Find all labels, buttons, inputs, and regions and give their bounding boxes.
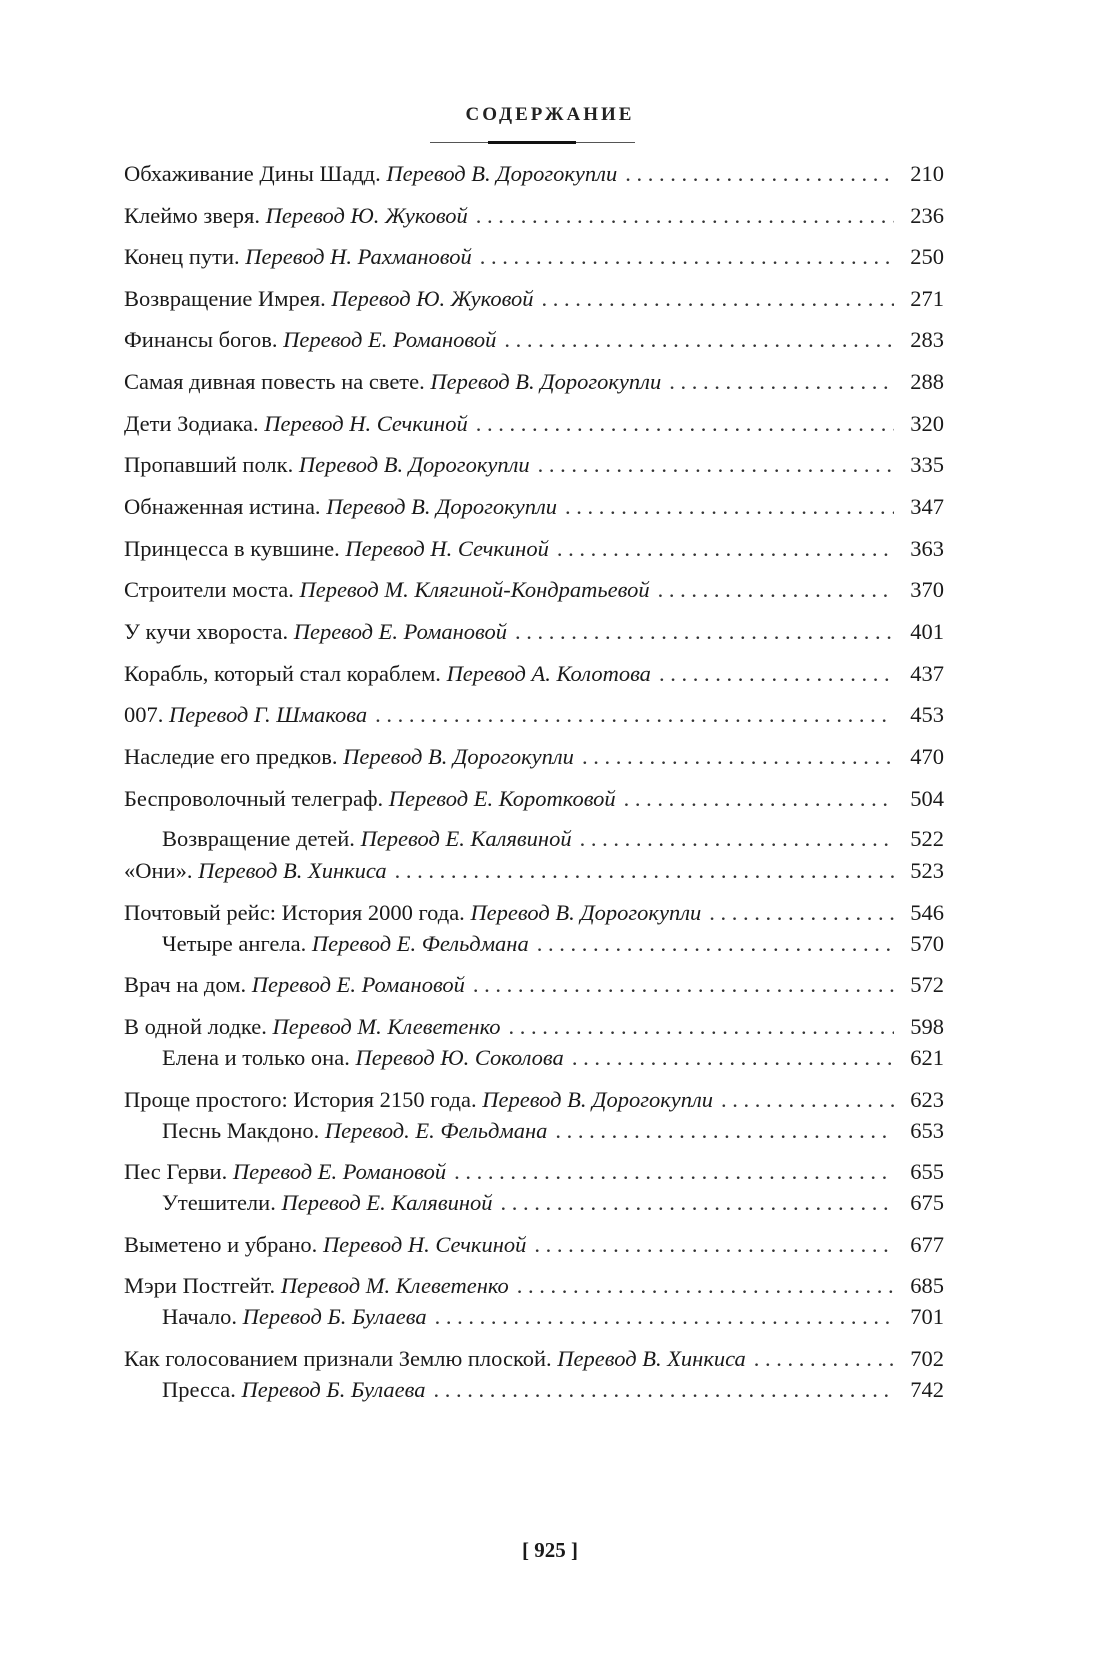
- page-number-ref: 621: [910, 1045, 944, 1070]
- toc-entry: [124, 407, 944, 441]
- story-title: Беспроволочный телеграф.: [124, 786, 384, 811]
- translator-credit: Перевод В. Дорогокупли: [326, 494, 557, 519]
- story-title: Врач на дом.: [124, 972, 247, 997]
- page-number-ref: 572: [910, 972, 944, 997]
- page-number-ref: 347: [910, 494, 944, 519]
- translator-credit: Перевод Н. Рахмановой: [245, 244, 472, 269]
- page-number-ref: 653: [910, 1118, 944, 1143]
- dot-leader: [454, 1155, 894, 1189]
- page-title: СОДЕРЖАНИЕ: [465, 104, 635, 125]
- toc-entry: [124, 157, 944, 191]
- translator-credit: Перевод В. Хинкиса: [557, 1346, 746, 1371]
- toc-entry: [124, 240, 944, 274]
- translator-credit: Перевод А. Колотова: [446, 661, 651, 686]
- toc-entry: [124, 199, 944, 233]
- translator-credit: Перевод Е. Романовой: [283, 327, 497, 352]
- story-title: Дети Зодиака.: [124, 411, 259, 436]
- page-number-ref: 523: [910, 858, 944, 883]
- page-number-ref: 363: [910, 536, 944, 561]
- page-number-ref: 504: [910, 786, 944, 811]
- toc-entry: [124, 573, 944, 607]
- page-number-ref: 742: [910, 1377, 944, 1402]
- dot-leader: [375, 698, 894, 732]
- story-title: Пропавший полк.: [124, 452, 294, 477]
- translator-credit: Перевод М. Клеветенко: [280, 1273, 509, 1298]
- dot-leader: [658, 573, 894, 607]
- translator-credit: Перевод В. Хинкиса: [198, 858, 387, 883]
- toc-entry: [124, 1342, 944, 1376]
- translator-credit: Перевод М. Клягиной-Кондратьевой: [299, 577, 650, 602]
- page-number-ref: 685: [910, 1273, 944, 1298]
- story-title: Корабль, который стал кораблем.: [124, 661, 441, 686]
- toc-entry-title: [124, 1300, 427, 1334]
- translator-credit: Перевод Ю. Жуковой: [265, 203, 468, 228]
- toc-entry-title: [124, 968, 465, 1002]
- dot-leader: [434, 1373, 894, 1407]
- translator-credit: Перевод. Е. Фельдмана: [324, 1118, 548, 1143]
- dot-leader: [572, 1041, 894, 1075]
- page-number-ref: 288: [910, 369, 944, 394]
- page-number-ref: 570: [910, 931, 944, 956]
- translator-credit: Перевод Б. Булаева: [241, 1377, 426, 1402]
- translator-credit: Перевод Б. Булаева: [242, 1304, 427, 1329]
- toc-entry-title: [124, 854, 387, 888]
- story-title: Проще простого: История 2150 года.: [124, 1087, 477, 1112]
- dot-leader: [721, 1083, 894, 1117]
- toc-entry: [124, 448, 944, 482]
- story-title: Пес Герви.: [124, 1159, 228, 1184]
- translator-credit: Перевод Н. Сечкиной: [322, 1232, 527, 1257]
- dot-leader: [709, 896, 894, 930]
- story-title: Мэри Постгейт.: [124, 1273, 276, 1298]
- story-title: Обхаживание Дины Шадд.: [124, 161, 381, 186]
- toc-entry: [124, 490, 944, 524]
- story-title: 007.: [124, 702, 164, 727]
- toc-entry: [124, 615, 944, 649]
- toc-entry-title: [124, 1373, 426, 1407]
- story-title: Почтовый рейс: История 2000 года.: [124, 900, 465, 925]
- translator-credit: Перевод В. Дорогокупли: [298, 452, 530, 477]
- page-number-ref: 677: [910, 1232, 944, 1257]
- translator-credit: Перевод В. Дорогокупли: [430, 369, 662, 394]
- dot-leader: [537, 927, 894, 961]
- toc-entry-title: [124, 782, 616, 816]
- translator-credit: Перевод В. Дорогокупли: [482, 1087, 714, 1112]
- toc-entry: [124, 1186, 944, 1220]
- story-title: В одной лодке.: [124, 1014, 267, 1039]
- page-number-ref: 283: [910, 327, 944, 352]
- dot-leader: [555, 1114, 894, 1148]
- dot-leader: [504, 323, 894, 357]
- dot-leader: [754, 1342, 894, 1376]
- translator-credit: Перевод В. Дорогокупли: [343, 744, 574, 769]
- toc-entry-title: [124, 1155, 446, 1189]
- translator-credit: Перевод В. Дорогокупли: [386, 161, 618, 186]
- dot-leader: [542, 282, 894, 316]
- translator-credit: Перевод Е. Романовой: [293, 619, 507, 644]
- toc-entry-title: [124, 1186, 493, 1220]
- page-number: [ 925 ]: [522, 1538, 578, 1562]
- dot-leader: [395, 854, 894, 888]
- page-number-ref: 401: [910, 619, 944, 644]
- translator-credit: Перевод Ю. Соколова: [355, 1045, 564, 1070]
- dot-leader: [509, 1010, 895, 1044]
- toc-entry-title: [124, 740, 574, 774]
- toc-entry-title: [124, 896, 701, 930]
- page-number-ref: 370: [910, 577, 944, 602]
- toc-entry-title: [124, 407, 468, 441]
- page-number-ref: 470: [910, 744, 944, 769]
- page-header: [0, 104, 1100, 126]
- page-number-ref: 437: [910, 661, 944, 686]
- toc-entry-title: [124, 532, 549, 566]
- dot-leader: [480, 240, 894, 274]
- toc-entry: [124, 1041, 944, 1075]
- toc-entry: [124, 927, 944, 961]
- toc-entry: [124, 822, 944, 856]
- page-number-ref: 655: [910, 1159, 944, 1184]
- translator-credit: Перевод Е. Романовой: [251, 972, 465, 997]
- toc-entry: [124, 282, 944, 316]
- story-title: Выметено и убрано.: [124, 1232, 318, 1257]
- dot-leader: [557, 532, 894, 566]
- story-title: Четыре ангела.: [162, 931, 307, 956]
- toc-entry: [124, 1010, 944, 1044]
- translator-credit: Перевод Е. Романовой: [232, 1159, 447, 1184]
- dot-leader: [538, 448, 894, 482]
- toc-entry-title: [124, 323, 496, 357]
- toc-entry-title: [124, 1114, 547, 1148]
- page-number-ref: 335: [910, 452, 944, 477]
- toc-entry-title: [124, 698, 367, 732]
- dot-leader: [515, 615, 894, 649]
- toc-entry: [124, 968, 944, 1002]
- page-number-ref: 598: [910, 1014, 944, 1039]
- dot-leader: [625, 157, 894, 191]
- toc-entry: [124, 323, 944, 357]
- story-title: Как голосованием признали Землю плоской.: [124, 1346, 552, 1371]
- toc-entry-title: [124, 157, 617, 191]
- translator-credit: Перевод Г. Шмакова: [169, 702, 368, 727]
- translator-credit: Перевод М. Клеветенко: [272, 1014, 501, 1039]
- translator-credit: Перевод Е. Фельдмана: [311, 931, 529, 956]
- toc-entry: [124, 657, 944, 691]
- story-title: Строители моста.: [124, 577, 294, 602]
- toc-entry-title: [124, 1041, 564, 1075]
- toc-entry-title: [124, 240, 472, 274]
- toc-entry-title: [124, 927, 529, 961]
- page-number-ref: 675: [910, 1190, 944, 1215]
- story-title: Возвращение Имрея.: [124, 286, 326, 311]
- toc-entry-title: [124, 1269, 509, 1303]
- page-number-ref: 236: [910, 203, 944, 228]
- dot-leader: [435, 1300, 894, 1334]
- dot-leader: [476, 407, 894, 441]
- toc-entry-title: [124, 1342, 746, 1376]
- toc-entry: [124, 532, 944, 566]
- toc-entry-title: [124, 615, 507, 649]
- story-title: Принцесса в кувшине.: [124, 536, 340, 561]
- translator-credit: Перевод Е. Коротковой: [388, 786, 616, 811]
- dot-leader: [473, 968, 894, 1002]
- toc-entry: [124, 1114, 944, 1148]
- translator-credit: Перевод Н. Сечкиной: [264, 411, 468, 436]
- page-number-ref: 546: [910, 900, 944, 925]
- toc-entry-title: [124, 573, 650, 607]
- page-number-ref: 271: [910, 286, 944, 311]
- page-number-ref: 320: [910, 411, 944, 436]
- toc-entry-title: [124, 657, 651, 691]
- story-title: Утешители.: [162, 1190, 276, 1215]
- toc-entry-title: [124, 1083, 713, 1117]
- dot-leader: [565, 490, 894, 524]
- toc-entry-title: [124, 365, 661, 399]
- toc-entry: [124, 854, 944, 888]
- story-title: Обнаженная истина.: [124, 494, 321, 519]
- page-number-ref: 701: [910, 1304, 944, 1329]
- toc-entry: [124, 896, 944, 930]
- page-number-ref: 250: [910, 244, 944, 269]
- toc-entry: [124, 782, 944, 816]
- story-title: Елена и только она.: [162, 1045, 350, 1070]
- toc-entry: [124, 1228, 944, 1262]
- toc-entry-title: [124, 1228, 526, 1262]
- translator-credit: Перевод Ю. Жуковой: [331, 286, 534, 311]
- toc-entry-title: [124, 282, 534, 316]
- dot-leader: [624, 782, 894, 816]
- toc-entry: [124, 698, 944, 732]
- page-number-ref: 453: [910, 702, 944, 727]
- story-title: «Они».: [124, 858, 193, 883]
- dot-leader: [582, 740, 894, 774]
- toc-entry-title: [124, 822, 572, 856]
- toc-entry-title: [124, 490, 557, 524]
- page-number-ref: 210: [910, 161, 944, 186]
- page-number-ref: 702: [910, 1346, 944, 1371]
- toc-entry: [124, 1300, 944, 1334]
- story-title: Наследие его предков.: [124, 744, 338, 769]
- toc-entry-title: [124, 1010, 501, 1044]
- toc-entry-title: [124, 448, 530, 482]
- story-title: Финансы богов.: [124, 327, 278, 352]
- page-number-ref: 522: [910, 826, 944, 851]
- header-rule-accent: [488, 141, 576, 144]
- dot-leader: [517, 1269, 894, 1303]
- story-title: У кучи хвороста.: [124, 619, 289, 644]
- story-title: Пресса.: [162, 1377, 236, 1402]
- dot-leader: [669, 365, 894, 399]
- dot-leader: [580, 822, 894, 856]
- page-number-ref: 623: [910, 1087, 944, 1112]
- toc-entry-title: [124, 199, 468, 233]
- story-title: Возвращение детей.: [162, 826, 355, 851]
- toc-entry: [124, 740, 944, 774]
- dot-leader: [501, 1186, 894, 1220]
- translator-credit: Перевод Е. Калявиной: [360, 826, 572, 851]
- toc-entry: [124, 1155, 944, 1189]
- dot-leader: [534, 1228, 894, 1262]
- story-title: Конец пути.: [124, 244, 240, 269]
- toc-entry: [124, 1269, 944, 1303]
- translator-credit: Перевод Е. Калявиной: [281, 1190, 493, 1215]
- story-title: Клеймо зверя.: [124, 203, 260, 228]
- dot-leader: [476, 199, 894, 233]
- dot-leader: [659, 657, 894, 691]
- toc-entry: [124, 365, 944, 399]
- toc-entry: [124, 1083, 944, 1117]
- story-title: Самая дивная повесть на свете.: [124, 369, 425, 394]
- story-title: Начало.: [162, 1304, 237, 1329]
- translator-credit: Перевод В. Дорогокупли: [470, 900, 702, 925]
- story-title: Песнь Макдоно.: [162, 1118, 320, 1143]
- translator-credit: Перевод Н. Сечкиной: [345, 536, 549, 561]
- toc-entry: [124, 1373, 944, 1407]
